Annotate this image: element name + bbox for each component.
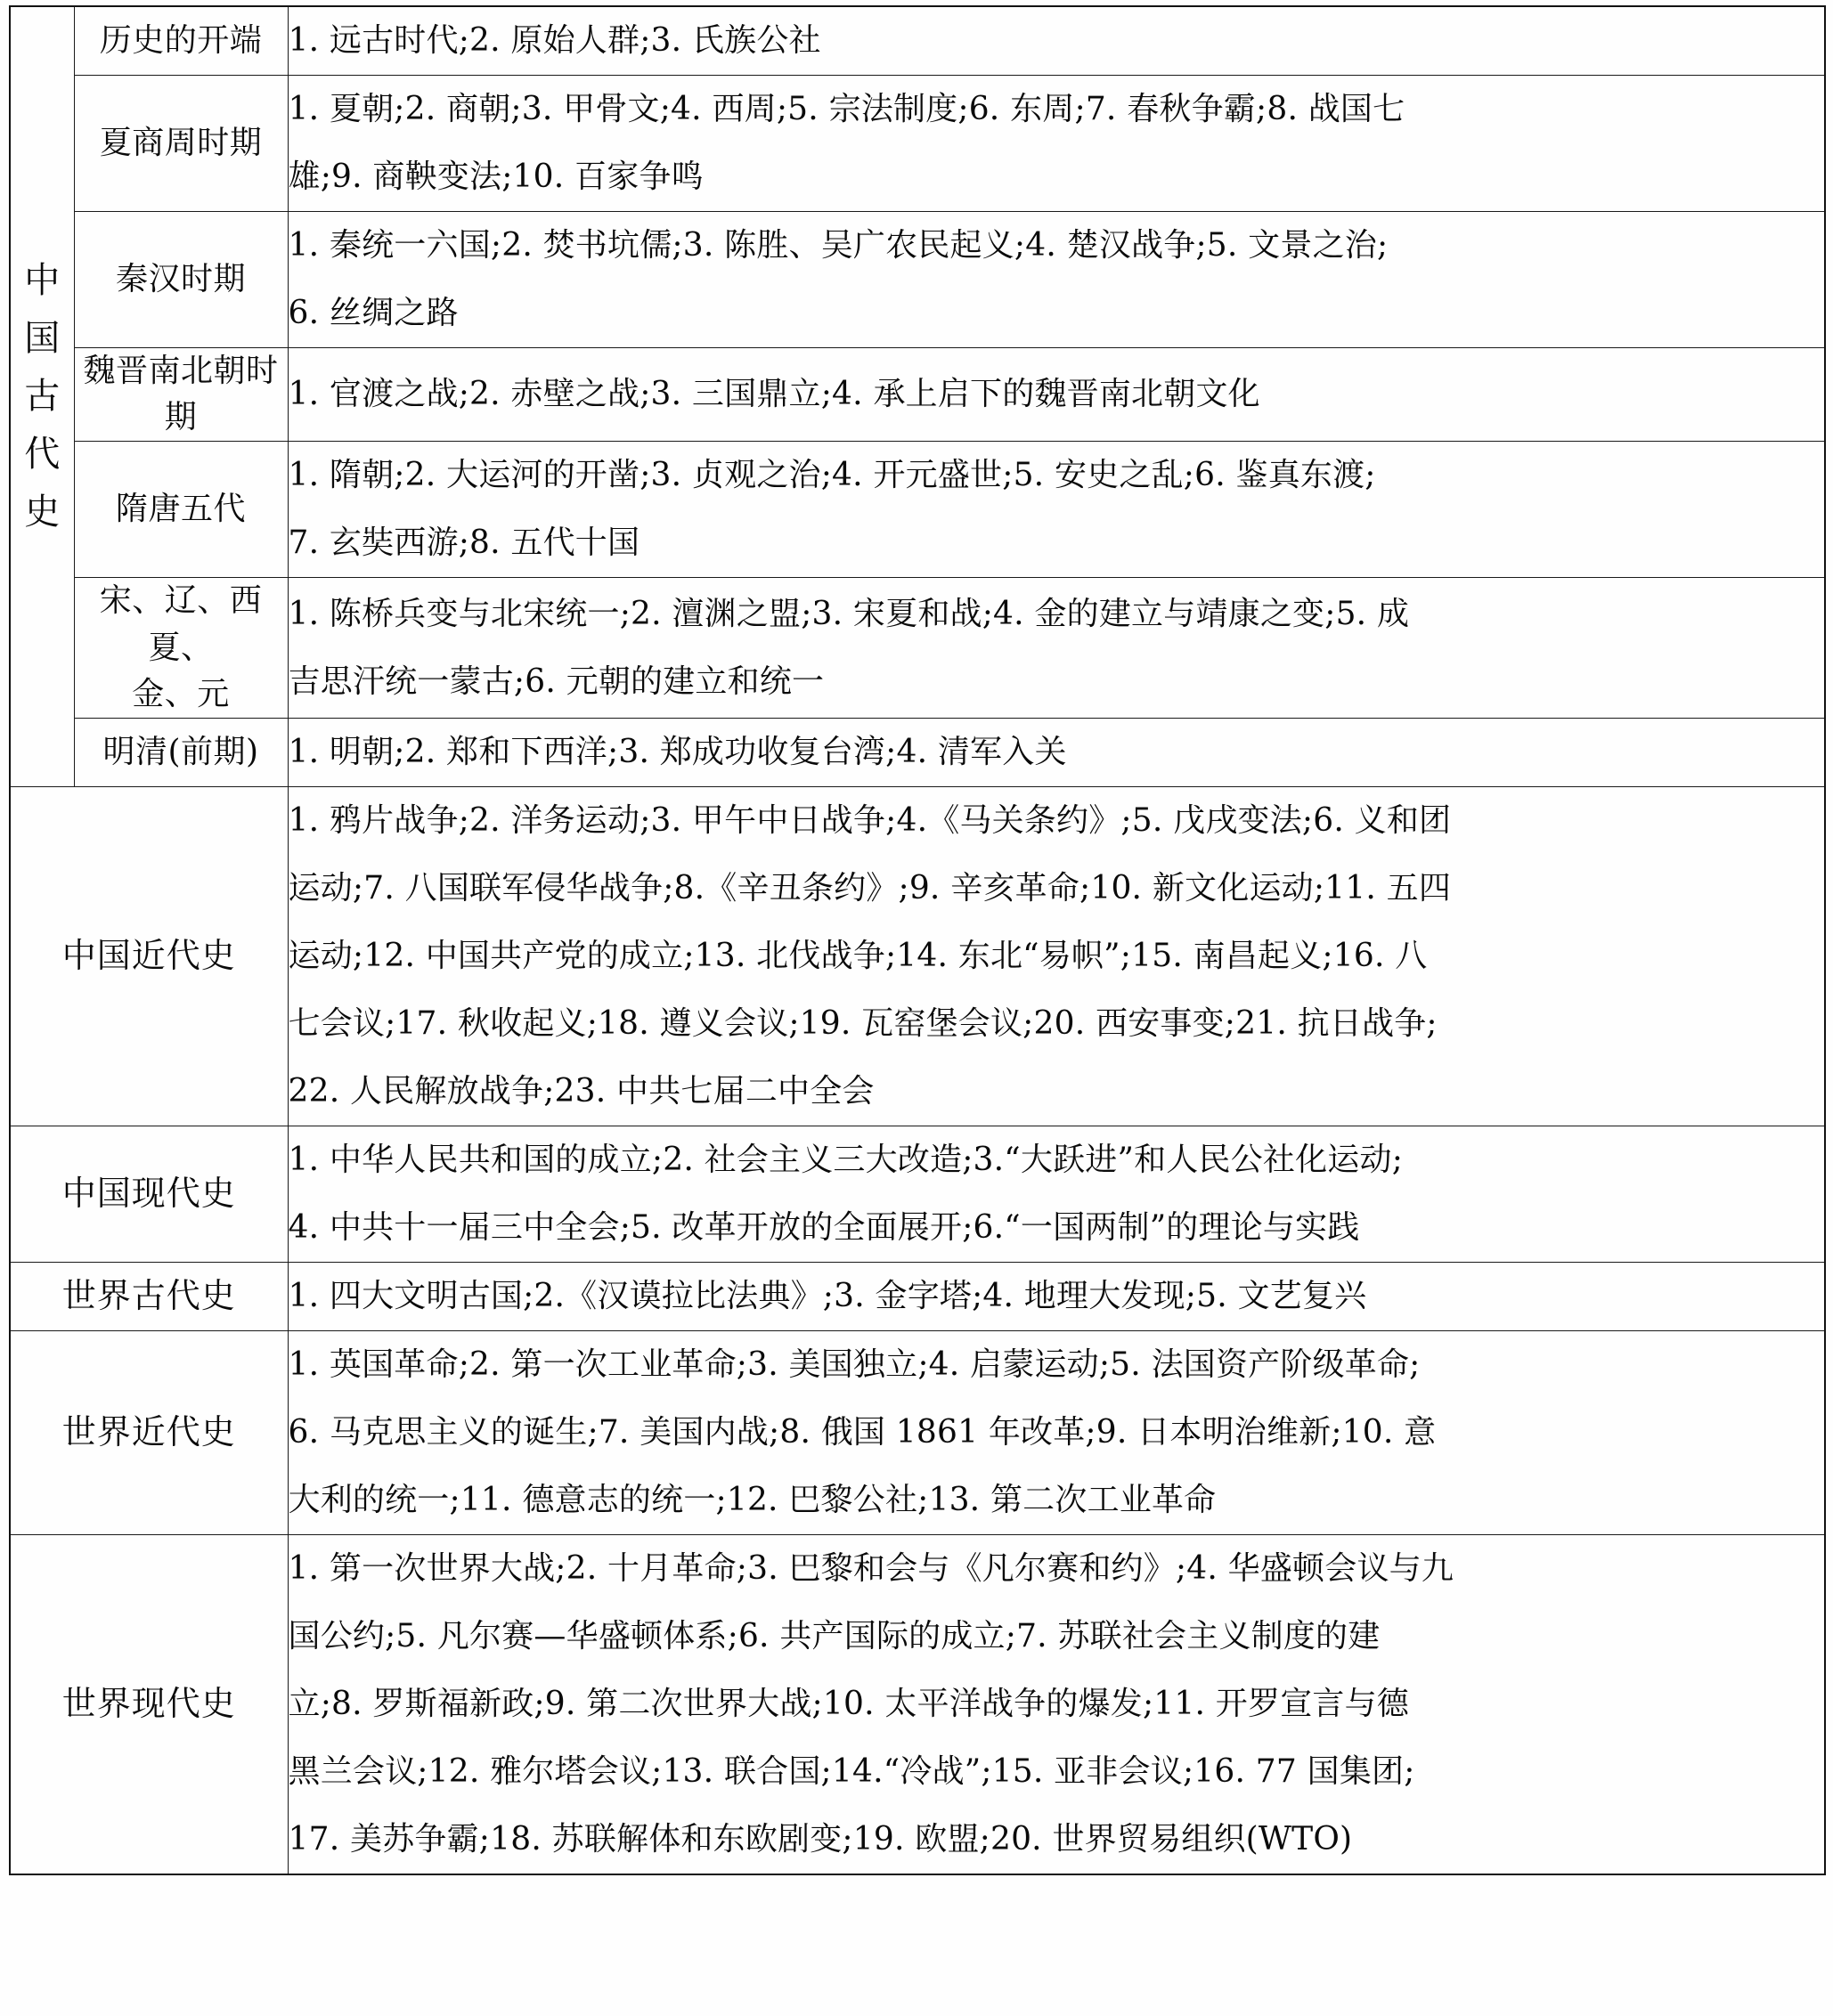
content-line: 1. 中华人民共和国的成立;2. 社会主义三大改造;3.“大跃进”和人民公社化运动; [288,1141,1404,1178]
period-line: 明清(前期) [102,733,259,770]
table-body [10,6,1825,1874]
period-line: 宋、辽、西夏、 [99,582,263,666]
table-row [10,212,1825,348]
content-line: 运动;7. 八国联军侵华战争;8.《辛丑条约》;9. 辛亥革命;10. 新文化运动;11. 五四 [288,869,1452,906]
table-row [10,1126,1825,1262]
content-line: 7. 玄奘西游;8. 五代十国 [288,524,640,562]
table-row [10,1262,1825,1330]
content-line: 1. 远古时代;2. 原始人群;3. 氏族公社 [288,22,821,59]
era-label-ancient-world [10,1262,288,1330]
era-label-contemporary-china [10,1126,288,1262]
era-char: 中 [24,260,61,302]
era-content [288,1534,1825,1874]
period-label [74,442,288,578]
period-content [288,348,1825,442]
era-content [288,1262,1825,1330]
period-content [288,578,1825,719]
content-line: 6. 马克思主义的诞生;7. 美国内战;8. 俄国 1861 年改革;9. 日本明治维新;10. 意 [288,1413,1437,1451]
content-line: 4. 中共十一届三中全会;5. 改革开放的全面展开;6.“一国两制”的理论与实践 [288,1208,1360,1246]
content-line: 七会议;17. 秋收起义;18. 遵义会议;19. 瓦窑堡会议;20. 西安事变;21. 抗日战争; [288,1004,1438,1042]
table-row [10,718,1825,786]
content-line: 1. 第一次世界大战;2. 十月革命;3. 巴黎和会与《凡尔赛和约》;4. 华盛顿会议与九 [288,1549,1454,1587]
era-char: 史 [24,491,61,532]
table-row [10,442,1825,578]
content-line: 22. 人民解放战争;23. 中共七届二中全会 [288,1072,875,1110]
content-line: 1. 隋朝;2. 大运河的开凿;3. 贞观之治;4. 开元盛世;5. 安史之乱;6. 鉴真东渡; [288,457,1376,494]
content-line: 黑兰会议;12. 雅尔塔会议;13. 联合国;14.“冷战”;15. 亚非会议;16. 77 国集团; [288,1752,1415,1790]
content-line: 立;8. 罗斯福新政;9. 第二次世界大战;10. 太平洋战争的爆发;11. 开罗宣言与德 [288,1685,1409,1722]
period-content [288,442,1825,578]
era-label-text: 中国现代史 [61,1174,236,1214]
era-label-modern-world [10,1330,288,1534]
period-line: 魏晋南北朝时期 [83,353,279,436]
content-line: 1. 四大文明古国;2.《汉谟拉比法典》;3. 金字塔;4. 地理大发现;5. 文艺复兴 [288,1277,1367,1314]
era-label-modern-china [10,786,288,1126]
table-row [10,348,1825,442]
content-line: 17. 美苏争霸;18. 苏联解体和东欧剧变;19. 欧盟;20. 世界贸易组织(WTO) [288,1820,1353,1857]
era-content [288,1330,1825,1534]
period-line: 历史的开端 [99,21,263,59]
period-label [74,6,288,76]
period-content [288,718,1825,786]
period-label [74,76,288,212]
content-line: 1. 英国革命;2. 第一次工业革命;3. 美国独立;4. 启蒙运动;5. 法国资产阶级革命; [288,1345,1421,1383]
period-line: 夏商周时期 [99,124,263,161]
period-label [74,348,288,442]
content-line: 6. 丝绸之路 [288,295,459,331]
era-content [288,786,1825,1126]
table-row [10,76,1825,212]
era-label-text: 世界近代史 [61,1412,236,1452]
content-line: 运动;12. 中国共产党的成立;13. 北伐战争;14. 东北“易帜”;15. 南昌起义;16. 八 [288,937,1428,974]
history-outline-table [9,5,1826,1875]
content-line: 1. 秦统一六国;2. 焚书坑儒;3. 陈胜、吴广农民起义;4. 楚汉战争;5. 文景之治; [288,227,1389,264]
content-line: 1. 明朝;2. 郑和下西洋;3. 郑成功收复台湾;4. 清军入关 [288,733,1067,770]
period-content [288,6,1825,76]
period-label [74,718,288,786]
table-row [10,6,1825,76]
content-line: 国公约;5. 凡尔赛—华盛顿体系;6. 共产国际的成立;7. 苏联社会主义制度的建 [288,1617,1381,1654]
era-label-ancient-china [10,6,74,786]
period-line: 金、元 [132,675,230,712]
era-label-contemporary-world [10,1534,288,1874]
period-line: 秦汉时期 [115,260,246,297]
era-char: 古 [24,376,61,418]
era-label-text: 世界古代史 [61,1276,236,1316]
period-label [74,578,288,719]
era-label-text: 中国近代史 [61,936,236,976]
era-label-text: 世界现代史 [61,1684,236,1724]
content-line: 雄;9. 商鞅变法;10. 百家争鸣 [288,159,704,195]
table-row [10,1534,1825,1874]
content-line: 1. 陈桥兵变与北宋统一;2. 澶渊之盟;3. 宋夏和战;4. 金的建立与靖康之变;5. 成 [288,595,1410,632]
content-line: 1. 官渡之战;2. 赤壁之战;3. 三国鼎立;4. 承上启下的魏晋南北朝文化 [288,376,1260,413]
period-line: 隋唐五代 [115,491,246,528]
period-content [288,212,1825,348]
table-row [10,1330,1825,1534]
era-content [288,1126,1825,1262]
period-content [288,76,1825,212]
content-line: 吉思汗统一蒙古;6. 元朝的建立和统一 [288,663,825,700]
table-row [10,578,1825,719]
content-line: 1. 夏朝;2. 商朝;3. 甲骨文;4. 西周;5. 宗法制度;6. 东周;7. 春秋争霸;8. 战国七 [288,91,1405,127]
period-label [74,212,288,348]
era-char: 国 [24,318,61,360]
era-char: 代 [24,433,61,475]
content-line: 大利的统一;11. 德意志的统一;12. 巴黎公社;13. 第二次工业革命 [288,1481,1217,1518]
table-row [10,786,1825,1126]
content-line: 1. 鸦片战争;2. 洋务运动;3. 甲午中日战争;4.《马关条约》;5. 戊戌变法;6. 义和团 [288,801,1452,839]
